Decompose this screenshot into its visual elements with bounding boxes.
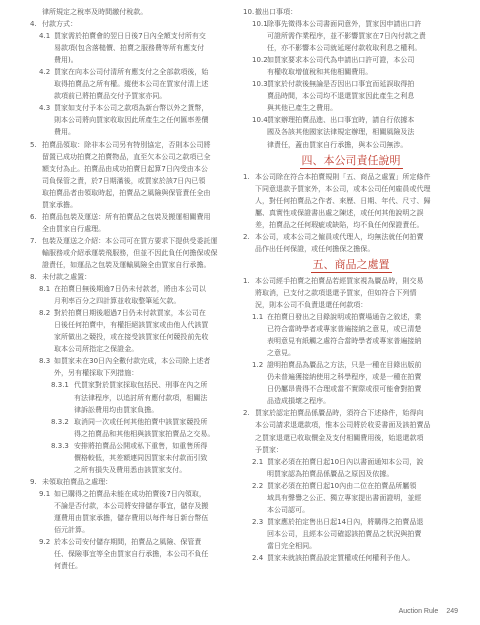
clause-text: 安排將拍賣品公開或私下重售，如重售所得: [74, 441, 208, 450]
text-line: [30, 18, 233, 30]
text-line: [243, 504, 459, 516]
text-line: [30, 548, 233, 560]
text-line: [243, 275, 459, 287]
clause-text: 本公司經手拍賣之拍賣品若經買家視為贗品時，則交易: [255, 276, 424, 285]
clause-text: 如已購得之拍賣品未能在成功拍賣後7日內領取，: [54, 489, 206, 498]
text-line: [243, 468, 459, 480]
text-line: [243, 6, 459, 18]
text-line: [243, 371, 459, 383]
text-line: [30, 139, 233, 151]
text-line: [30, 500, 233, 512]
text-line: [30, 343, 233, 355]
clause-number: 9.2: [39, 538, 51, 547]
clause-number: 2.2: [252, 481, 264, 490]
page-footer: [399, 608, 458, 615]
text-line: [30, 331, 233, 343]
clause-number: 8.: [30, 273, 37, 282]
clause-number: 9.: [30, 477, 37, 486]
text-line: [30, 379, 233, 391]
clause-text: 賣品時間，本公司均不退還買家因此產生之利息: [267, 92, 415, 101]
clause-text: 況，則本公司不負責退還任何款項：: [255, 300, 368, 309]
clause-text: 買家必須在拍賣日起10日內以書面通知本公司，說: [267, 457, 424, 466]
text-line: [243, 299, 459, 311]
clause-text: 將取消，已支付之款項退還予買家，但如符合下列情: [255, 288, 417, 297]
clause-text: 律訴訟費用均由買家負擔。: [74, 405, 159, 414]
text-line: [243, 323, 459, 335]
text-line: [30, 512, 233, 524]
text-line: [30, 560, 233, 572]
clause-number: 2.: [243, 232, 250, 241]
footer-label: Auction Rule: [398, 608, 439, 615]
section-heading: [243, 151, 459, 171]
clause-text: 買家辦理拍賣品進、出口事宜時，請自行依據本: [267, 116, 415, 125]
clause-text: 律責任，蓋由買家自行承擔，與本公司無涉。: [267, 140, 408, 149]
clause-text: 證責任，如運品之包裝及運輸風險全由買家自行承擔。: [42, 260, 211, 269]
clause-number: 10.2: [252, 56, 268, 65]
clause-text: 如買家要求本公司代為申請出口許可證，本公司: [267, 56, 415, 65]
clause-number: 6.: [30, 212, 37, 221]
text-line: [30, 295, 233, 307]
clause-text: 可證所需作業程序，並不影響買家在7日內付款之責: [267, 32, 426, 41]
clause-text: 之意見。: [267, 349, 296, 358]
clause-number: 2.4: [252, 553, 264, 562]
clause-text: 律所規定之稅率及時間繳付稅款。: [42, 8, 148, 16]
text-line: [243, 78, 459, 90]
text-line: [30, 355, 233, 367]
clause-number: 8.2: [39, 309, 51, 318]
text-line: [30, 536, 233, 548]
text-line: [30, 235, 233, 247]
text-line: [243, 383, 459, 395]
clause-text: 何責任。: [54, 562, 83, 571]
text-line: [243, 42, 459, 54]
clause-number: 1.2: [252, 361, 264, 370]
clause-number: 10.4: [252, 116, 268, 125]
left-column: [30, 6, 233, 572]
text-line: [243, 492, 459, 504]
clause-text: 包裝及運送之介紹：本公司可在買方要求下提供受委託運: [42, 236, 218, 245]
text-line: [30, 199, 233, 211]
clause-number: 8.1: [39, 285, 51, 294]
text-line: [30, 367, 233, 379]
text-line: [243, 139, 459, 151]
section-heading-text: 四、本公司責任說明: [301, 153, 401, 167]
text-line: [243, 183, 459, 195]
clause-number: 8.3: [39, 357, 51, 366]
text-line: [243, 219, 459, 231]
text-line: [30, 223, 233, 235]
clause-text: 已符合當時學者或專家普遍接納之意見，或已清楚: [267, 325, 422, 334]
text-line: [30, 307, 233, 319]
page-number: 249: [446, 608, 458, 615]
clause-text: 司負保管之責，於7日期滿後，或買家於該7日內已領: [42, 176, 206, 185]
text-line: [30, 404, 233, 416]
text-line: [30, 440, 233, 452]
clause-number: 4.: [30, 20, 37, 29]
clause-text: 對於拍賣日期後超過7日仍未付款買家，本公司在: [54, 309, 206, 318]
clause-number: 1.: [243, 276, 250, 285]
clause-number: 2.: [243, 409, 250, 418]
text-line: [30, 488, 233, 500]
clause-text: 品造成損壞之程序。: [267, 397, 331, 406]
text-line: [243, 207, 459, 219]
clause-text: 任、保險事宜等全由買家自行承擔，本公司不負任: [54, 550, 209, 559]
text-line: [30, 428, 233, 440]
clause-text: 未付款之處置：: [42, 273, 92, 282]
text-line: [30, 54, 233, 66]
clause-number: 1.1: [252, 313, 264, 322]
clause-number: 4.3: [39, 104, 51, 113]
clause-number: 8.3.3: [51, 441, 69, 450]
section-heading-text: 五、商品之處置: [312, 257, 390, 271]
text-line: [243, 102, 459, 114]
right-column: [243, 6, 459, 564]
text-line: [30, 6, 233, 18]
text-line: [243, 243, 459, 255]
text-line: [243, 419, 459, 431]
text-line: [30, 163, 233, 175]
text-line: [30, 452, 233, 464]
clause-number: 7.: [30, 236, 37, 245]
clause-text: 撤出口事項：: [255, 8, 298, 16]
text-line: [30, 416, 233, 428]
clause-number: 10.1: [252, 20, 268, 29]
clause-text: 在拍賣日無後期逾7日仍未付款者，將由本公司以: [54, 285, 206, 294]
clause-text: 品作出任何保證，或任何擔保之擔保。: [255, 244, 375, 253]
clause-text: 月利率百分之四計算並收取整筆延欠款。: [54, 297, 181, 306]
text-line: [30, 102, 233, 114]
clause-text: 日仍屬昂貴得不合理或當不實際或很可能會對拍賣: [267, 385, 422, 394]
clause-text: 如買家未在30日內全數付款完成，本公司除上述者: [54, 357, 211, 366]
clause-text: 國及各該其他國家法律規定辦理，相關風險及法: [267, 128, 415, 137]
clause-text: 買家於認定拍賣品係贗品時，須符合下述條件，始得向: [255, 409, 424, 418]
section-heading: [243, 255, 459, 275]
text-line: [243, 347, 459, 359]
clause-text: 表明意見有紙觸之處符合當時學者或專家普遍接納: [267, 337, 422, 346]
text-line: [243, 30, 459, 42]
text-line: [243, 18, 459, 30]
clause-text: 買家在向本公司付清所有應支付之全部款項後，始: [54, 68, 209, 77]
clause-text: 買家應於拍定售出日起14日內，將購得之拍賣品退: [267, 517, 424, 526]
text-line: [30, 524, 233, 536]
clause-text: 有權收取增值稅和其他相關費用。: [267, 68, 373, 77]
clause-text: 買家未就該拍賣品設定質權或任何權利予他人。: [267, 553, 415, 562]
text-line: [243, 540, 459, 552]
text-line: [30, 78, 233, 90]
clause-text: 於本公司安付儲存期間，拍賣品之風險、保管責: [54, 538, 202, 547]
clause-text: 外，另有權採取下列措施：: [54, 369, 139, 378]
text-line: [30, 126, 233, 138]
text-line: [30, 114, 233, 126]
clause-text: 留置已成功拍賣之拍賣物品，直至欠本公司之款項已全: [42, 152, 211, 161]
clause-text: 價格較低，其差額連同因買家未付款而引致: [74, 453, 208, 462]
clause-text: 有法律程序，以追討所有應付款項，相關法: [74, 393, 208, 402]
clause-text: 買家如支付予本公司之款項為新台幣以外之貨幣，: [54, 104, 209, 113]
clause-text: 屬、真實性或保證書出處之陳述，或任何其他說明之誤: [255, 208, 424, 217]
text-line: [243, 444, 459, 456]
clause-number: 8.3.1: [51, 381, 69, 390]
text-line: [30, 259, 233, 271]
text-line: [243, 432, 459, 444]
text-line: [30, 464, 233, 476]
clause-text: 本公司請求退還款項，惟本公司將於收妥書面及該拍賣品: [255, 421, 431, 430]
clause-text: 佰元計算。: [54, 526, 90, 535]
clause-number: 1.: [243, 172, 250, 181]
clause-number: 4.1: [39, 32, 51, 41]
text-line: [30, 211, 233, 223]
text-line: [243, 359, 459, 371]
text-line: [30, 66, 233, 78]
clause-text: 與其他已產生之費用。: [267, 104, 338, 113]
text-line: [30, 283, 233, 295]
text-line: [243, 126, 459, 138]
clause-text: 回本公司，且經本公司確認該拍賣品之狀況與拍賣: [267, 529, 422, 538]
text-line: [30, 30, 233, 42]
clause-text: 代買家對於買家採取包括民、刑事在內之所: [74, 381, 208, 390]
clause-text: 買家需於拍賣會的翌日日後7日內全額支付所有交: [54, 32, 206, 41]
text-line: [30, 187, 233, 199]
clause-text: 買家於付款後無論是否因出口事宜而延誤取得拍: [267, 80, 415, 89]
clause-text: 域具有聲譽之公正、獨立專家提出書面證明，並經: [267, 493, 422, 502]
text-line: [30, 90, 233, 102]
text-line: [243, 231, 459, 243]
clause-text: 全由買家自行處理。: [42, 224, 106, 233]
clause-number: 2.3: [252, 517, 264, 526]
clause-text: 拍賣品包裝及運送：所有拍賣品之包裝及搬運相關費用: [42, 212, 211, 221]
clause-text: 日後任何拍賣中，有權拒絕該買家或由他人代該買: [54, 321, 209, 330]
clause-number: 10.: [243, 8, 255, 16]
clause-text: 拍賣品領取：除非本公司另有特別協定，否則本公司將: [42, 140, 211, 149]
text-line: [30, 319, 233, 331]
clause-text: 本公司，或本公司之僱員或代理人，均無法就任何拍賣: [255, 232, 424, 241]
text-line: [30, 392, 233, 404]
text-line: [243, 552, 459, 564]
clause-text: 之買家退還已收取價金及支付相關費用後，始退還款項: [255, 433, 424, 442]
clause-text: 取消同一次或任何其他拍賣中該買家競投所: [74, 417, 208, 426]
clause-text: 在拍賣日發出之目錄說明或拍賣場通告之敘述，業: [267, 313, 422, 322]
clause-number: 8.3.2: [51, 417, 69, 426]
clause-number: 9.1: [39, 489, 51, 498]
clause-text: 則本公司將向買家收取因此所產生之任何匯率差價: [54, 116, 209, 125]
text-line: [30, 271, 233, 283]
clause-text: 予買家：: [255, 445, 284, 454]
clause-text: 取拍賣品者由領取時起，拍賣品之風險與保管責任全由: [42, 188, 211, 197]
text-line: [243, 54, 459, 66]
clause-number: 5.: [30, 140, 37, 149]
clause-text: 得之拍賣品和其他相與該買家拍賣品之交易。: [74, 429, 215, 438]
text-line: [243, 407, 459, 419]
clause-text: 未領取拍賣品之處理：: [42, 477, 113, 486]
text-line: [243, 90, 459, 102]
text-line: [243, 528, 459, 540]
text-line: [243, 395, 459, 407]
clause-number: 10.3: [252, 80, 268, 89]
clause-text: 付款方式：: [42, 20, 78, 29]
clause-text: 款項前已將拍賣品交付予買家亦同。: [54, 92, 167, 101]
text-line: [30, 151, 233, 163]
text-line: [243, 456, 459, 468]
clause-text: 額支付為止。拍賣品由成功拍賣日起算7日內受由本公: [42, 164, 208, 173]
text-line: [243, 480, 459, 492]
clause-text: 差，拍賣品之任何瑕疵或缺陷，均不負任何保證責任。: [255, 220, 424, 229]
clause-text: 不論是否付款，本公司將安排儲存事宜，儲存及搬: [54, 501, 209, 510]
clause-text: 除事先徵得本公司書面同意外，買家因申請出口許: [267, 20, 422, 29]
clause-text: 輸服務或介紹承運裝飛服務，但並不因此負任何擔保或保: [42, 248, 218, 257]
clause-text: 明買家認為拍賣品係贗品之原因及依據。: [267, 469, 394, 478]
text-line: [30, 175, 233, 187]
text-line: [30, 42, 233, 54]
text-line: [243, 516, 459, 528]
clause-text: 人，對任何拍賣品之作者、來歷、日期、年代、尺寸、歸: [255, 196, 431, 205]
clause-text: 買家必須在拍賣日起10內由二位在拍賣品所屬領: [267, 481, 417, 490]
text-line: [243, 311, 459, 323]
clause-text: 仍未普遍獲接納使用之科學程序，或是一種在拍賣: [267, 373, 422, 382]
text-line: [243, 335, 459, 347]
text-line: [243, 195, 459, 207]
text-line: [30, 476, 233, 488]
clause-number: 2.1: [252, 457, 264, 466]
text-line: [243, 114, 459, 126]
text-line: [243, 66, 459, 78]
clause-text: 取本公司所指定之保證金。: [54, 345, 139, 354]
clause-text: 本公司除在符合本拍賣規則「五、商品之處置」所定條件: [255, 172, 431, 181]
text-line: [243, 287, 459, 299]
clause-text: 證明拍賣品為贗品之方法，只是一種在目錄出版前: [267, 361, 422, 370]
clause-text: 之所有損失及費用悉由該買家支付。: [74, 465, 187, 474]
clause-text: 費用。: [54, 128, 76, 137]
clause-text: 運費用由買家承擔，儲存費用以每件每日新台幣伍: [54, 513, 209, 522]
clause-text: 買家承擔。: [42, 200, 78, 209]
clause-text: 本公司認可。: [267, 505, 310, 514]
text-line: [243, 171, 459, 183]
clause-text: 下同意退款予買家外，本公司，或本公司任何雇員或代理: [255, 184, 431, 193]
clause-text: 費用)。: [54, 56, 78, 65]
clause-text: 取得拍賣品之所有權。縱使本公司在買家付清上述: [54, 80, 209, 89]
clause-number: 4.2: [39, 68, 51, 77]
clause-text: 任，亦不影響本公司就延遲付款收取利息之權利。: [267, 44, 422, 53]
clause-text: 家所做出之競投，或在接受該買家任何競投前先收: [54, 333, 209, 342]
clause-text: 當日完全相同。: [267, 541, 317, 550]
clause-text: 易款項(包含落槌價、拍賣之服務費等所有應支付: [54, 44, 205, 53]
text-line: [30, 247, 233, 259]
